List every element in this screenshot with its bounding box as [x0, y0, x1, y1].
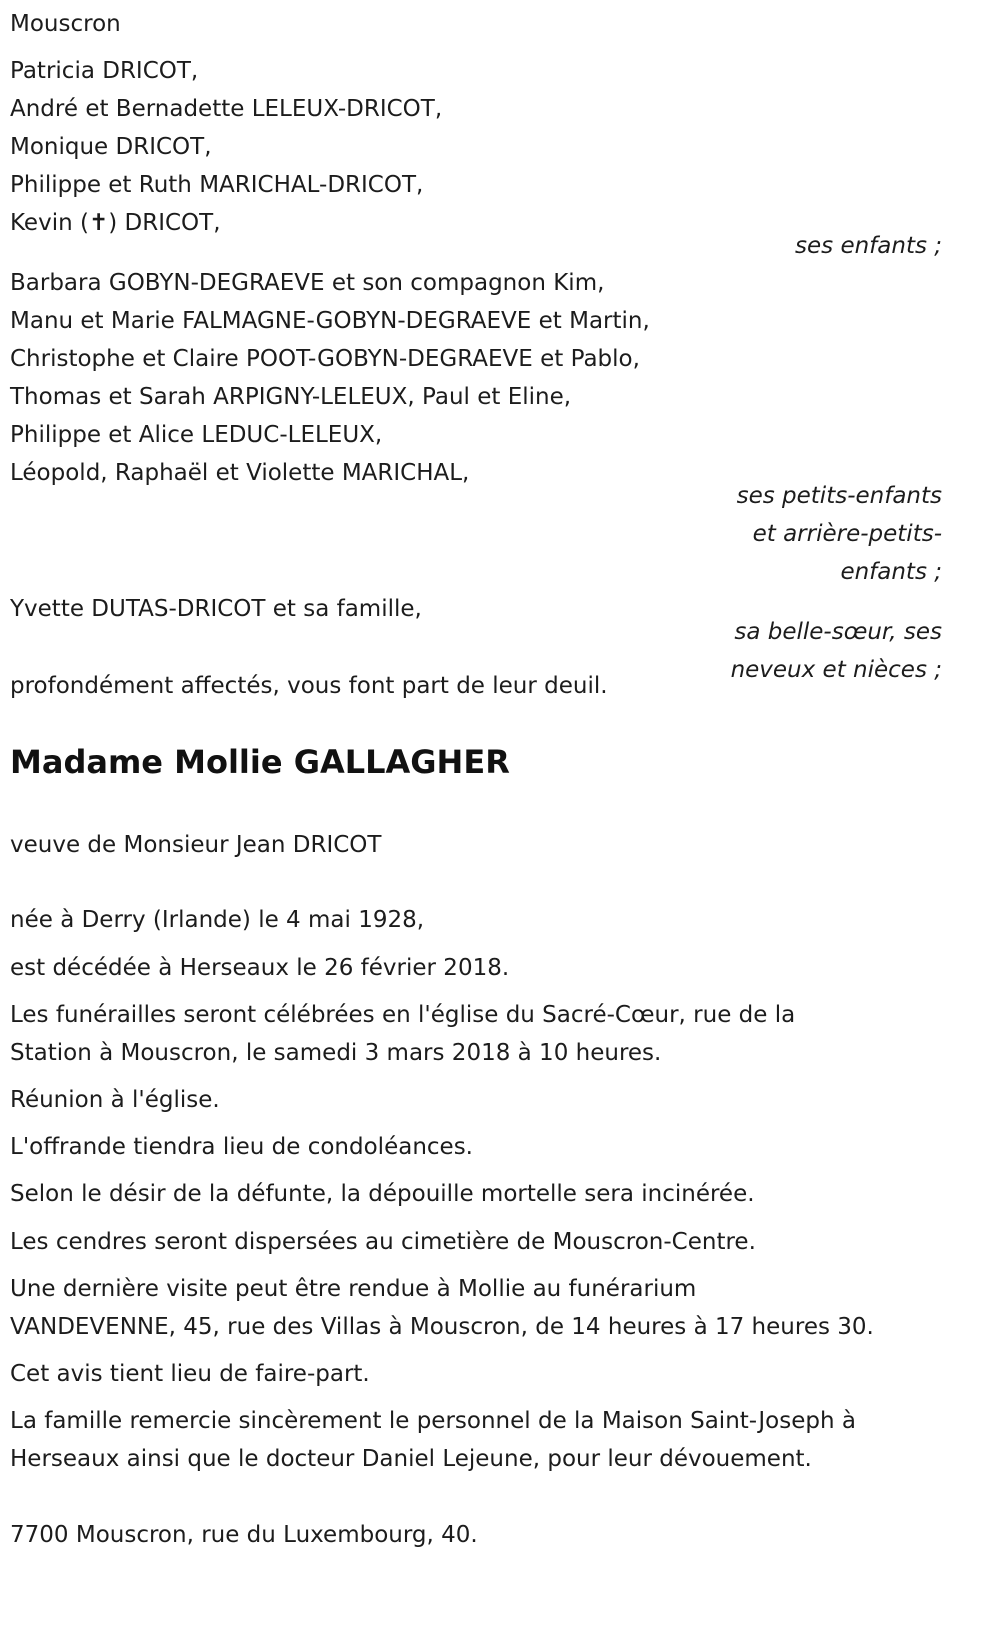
grief-statement: profondément affectés, vous font part de leur deuil.: [10, 673, 608, 699]
offering-info: L'offrande tiendra lieu de condoléances.: [10, 1134, 473, 1160]
sister-in-law: Yvette DUTAS-DRICOT et sa famille,: [10, 596, 422, 622]
grandchild-name: Léopold, Raphaël et Violette MARICHAL,: [10, 460, 470, 486]
visit-info: VANDEVENNE, 45, rue des Villas à Mouscron, de 14 heures à 17 heures 30.: [10, 1314, 874, 1340]
ashes-info: Les cendres seront dispersées au cimetière de Mouscron-Centre.: [10, 1229, 756, 1255]
thanks-info: Herseaux ainsi que le docteur Daniel Lejeune, pour leur dévouement.: [10, 1446, 812, 1472]
grandchild-name: Thomas et Sarah ARPIGNY-LELEUX, Paul et Eline,: [10, 384, 572, 410]
grandchild-name: Barbara GOBYN-DEGRAEVE et son compagnon Kim,: [10, 270, 605, 296]
death-info: est décédée à Herseaux le 26 février 2018.: [10, 955, 510, 981]
child-name: Monique DRICOT,: [10, 134, 212, 160]
sister-in-law-role: neveux et nièces ;: [730, 657, 942, 683]
grandchildren-role: enfants ;: [840, 559, 942, 585]
funeral-info: Station à Mouscron, le samedi 3 mars 2018 à 10 heures.: [10, 1040, 662, 1066]
child-name: André et Bernadette LELEUX-DRICOT,: [10, 96, 443, 122]
notice-info: Cet avis tient lieu de faire-part.: [10, 1361, 370, 1387]
grandchildren-role: ses petits-enfants: [736, 483, 942, 509]
grandchild-name: Manu et Marie FALMAGNE-GOBYN-DEGRAEVE et Martin,: [10, 308, 650, 334]
grandchildren-role: et arrière-petits-: [752, 521, 942, 547]
child-name: Kevin (✝) DRICOT,: [10, 210, 221, 236]
child-name: Philippe et Ruth MARICHAL-DRICOT,: [10, 172, 424, 198]
widow-of: veuve de Monsieur Jean DRICOT: [10, 832, 382, 858]
sister-in-law-role: sa belle-sœur, ses: [734, 619, 942, 645]
cremation-info: Selon le désir de la défunte, la dépouille mortelle sera incinérée.: [10, 1181, 755, 1207]
funeral-info: Les funérailles seront célébrées en l'église du Sacré-Cœur, rue de la: [10, 1002, 796, 1028]
city: Mouscron: [10, 11, 121, 37]
child-name: Patricia DRICOT,: [10, 58, 199, 84]
meeting-info: Réunion à l'église.: [10, 1087, 220, 1113]
grandchild-name: Philippe et Alice LEDUC-LELEUX,: [10, 422, 383, 448]
birth-info: née à Derry (Irlande) le 4 mai 1928,: [10, 907, 425, 933]
visit-info: Une dernière visite peut être rendue à Mollie au funérarium: [10, 1276, 697, 1302]
children-role: ses enfants ;: [795, 233, 942, 259]
address: 7700 Mouscron, rue du Luxembourg, 40.: [10, 1522, 478, 1548]
grandchild-name: Christophe et Claire POOT-GOBYN-DEGRAEVE et Pablo,: [10, 346, 640, 372]
thanks-info: La famille remercie sincèrement le personnel de la Maison Saint-Joseph à: [10, 1408, 856, 1434]
deceased-name: Madame Mollie GALLAGHER: [10, 743, 510, 781]
